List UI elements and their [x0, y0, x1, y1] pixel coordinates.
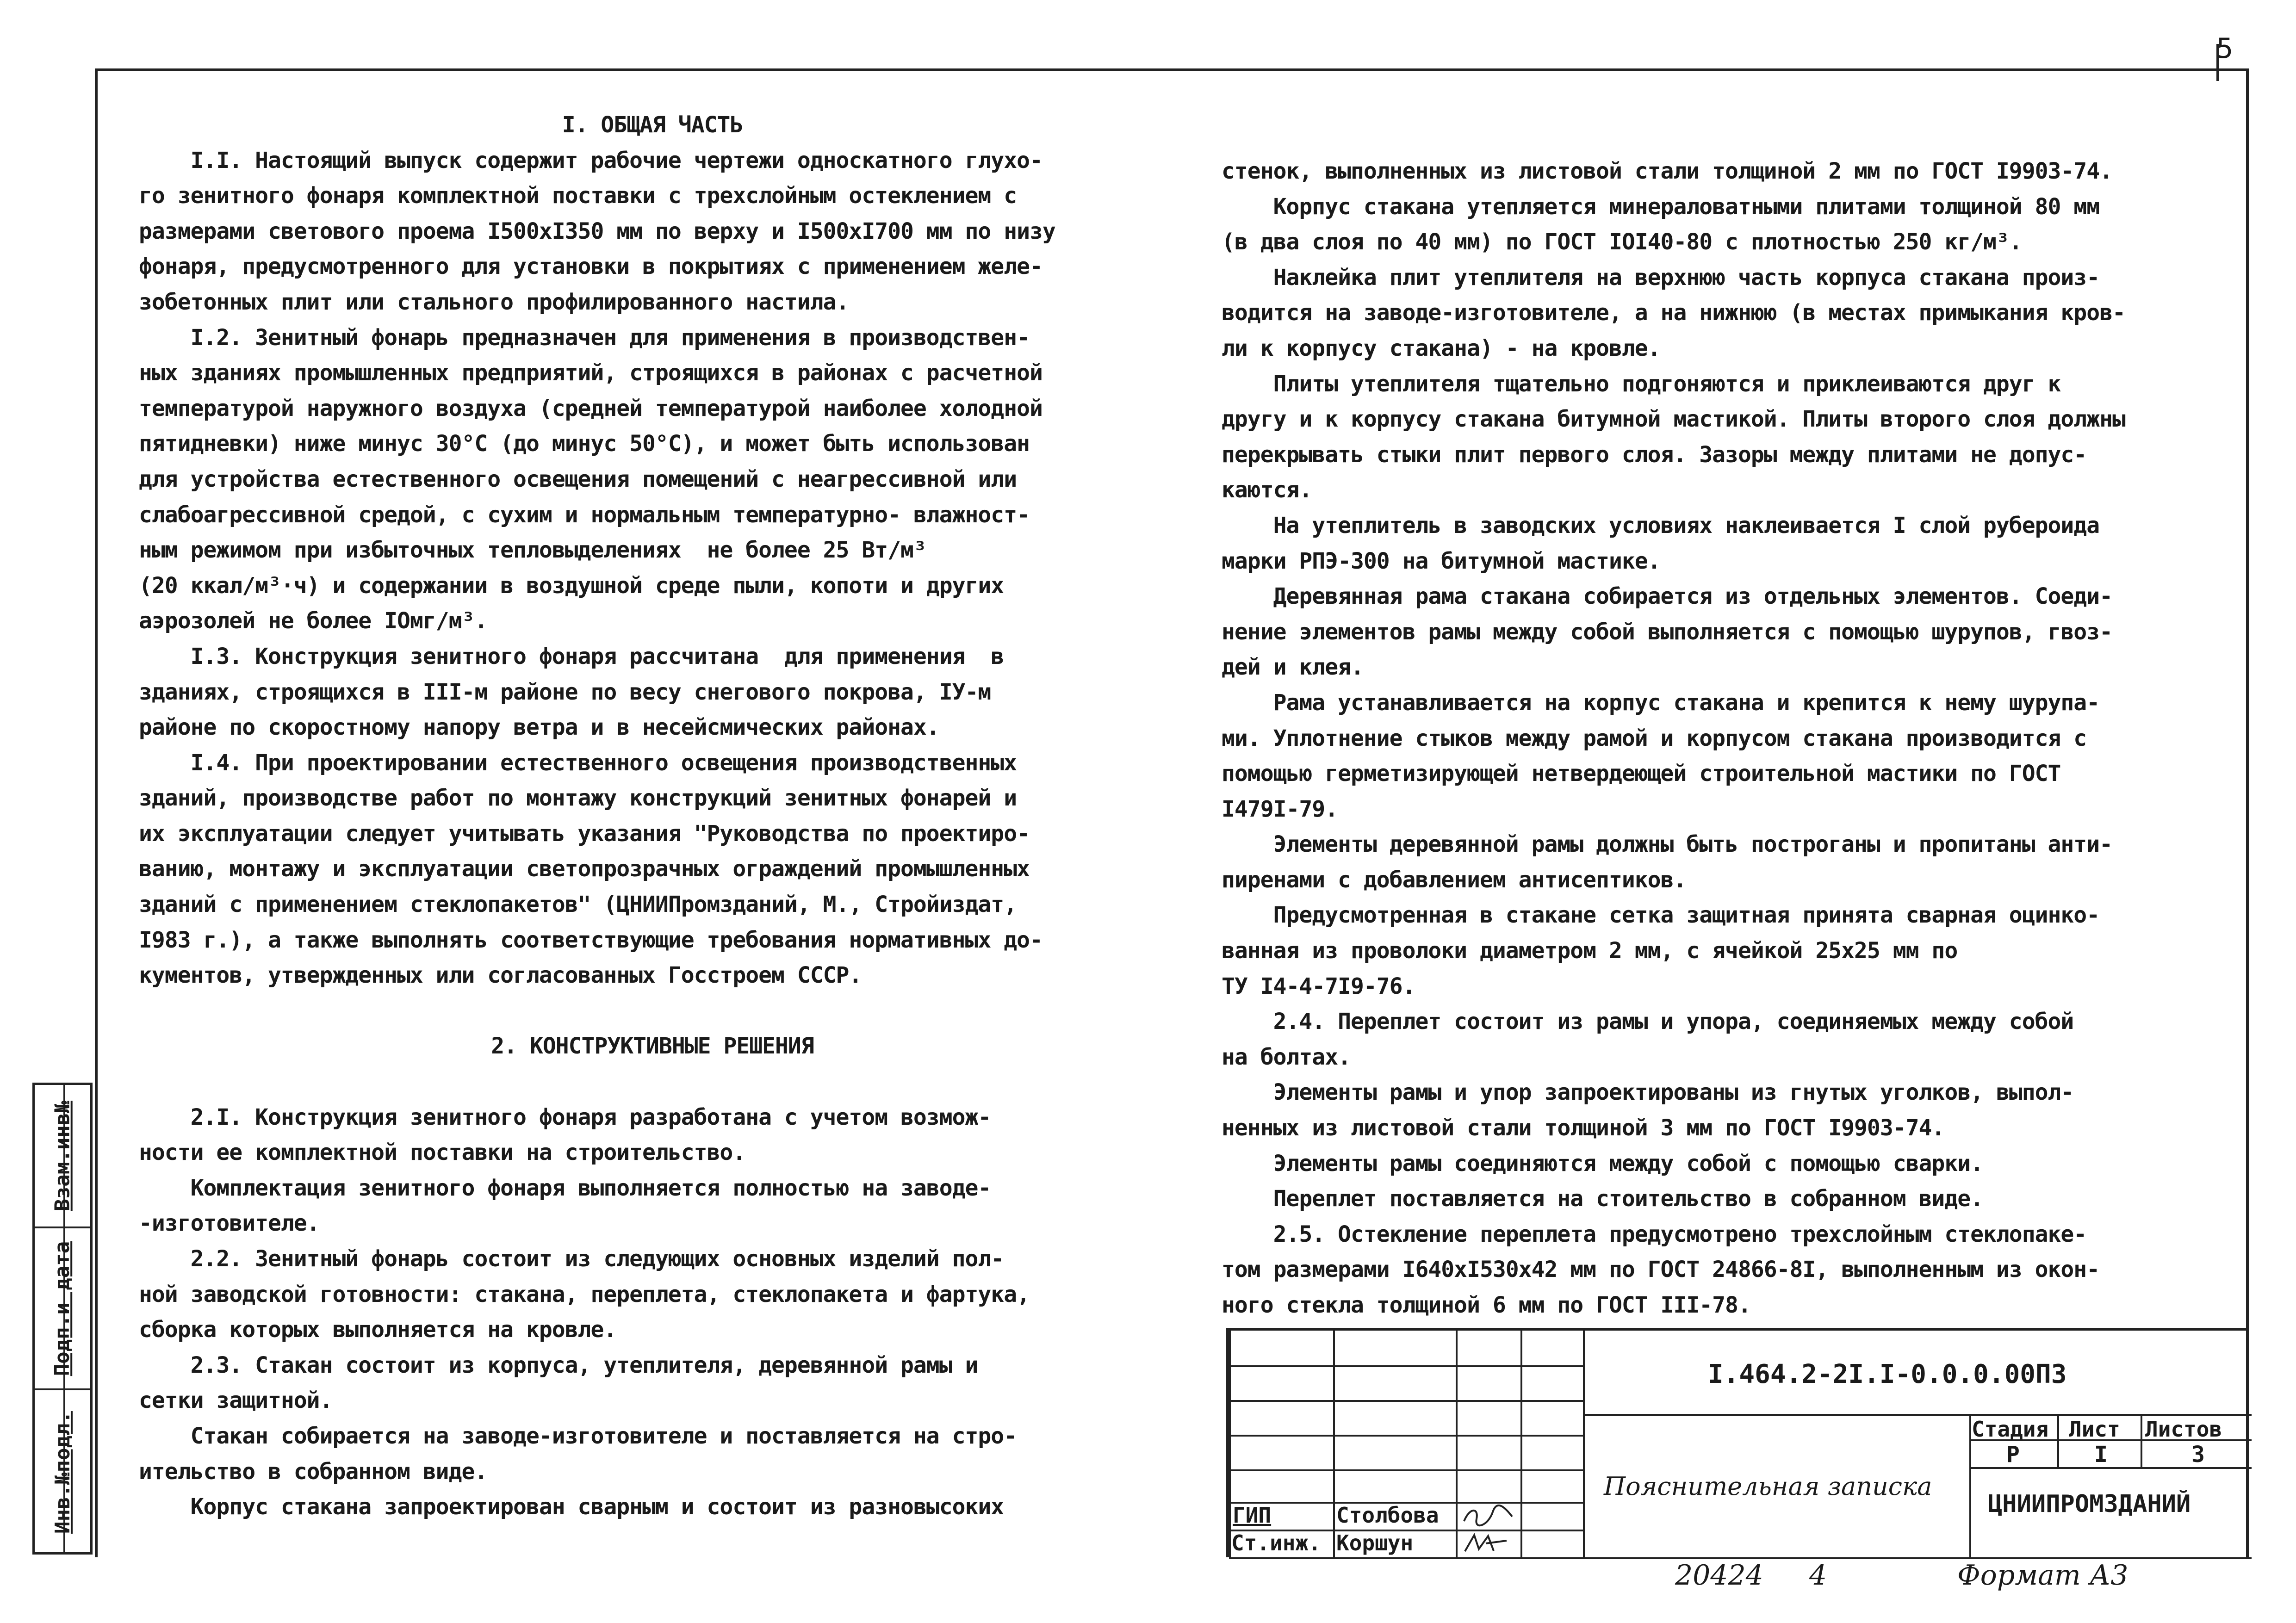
sheet-value: I [2094, 1442, 2108, 1468]
text-line: том размерами I640xI530x42 мм по ГОСТ 24866-8I, выполненным из окон- [1222, 1257, 2100, 1283]
text-line: Стакан собирается на заводе-изготовителе и поставляется на стро- [139, 1423, 1017, 1449]
text-line: Элементы деревянной рамы должны быть построганы и пропитаны анти- [1222, 831, 2112, 858]
bottom-number: 20424 [1675, 1559, 1763, 1592]
text-line: 2.4. Переплет состоит из рамы и упора, соединяемых между собой [1222, 1009, 2074, 1035]
text-line: (20 ккал/м³·ч) и содержании в воздушной среде пыли, копоти и других [139, 572, 1004, 599]
text-line: Корпус стакана запроектирован сварным и состоит из разновысоких [139, 1494, 1004, 1520]
left-text-column [139, 107, 1166, 1525]
sheets-label: Листов [2145, 1417, 2222, 1442]
text-line: 2.3. Стакан состоит из корпуса, утеплителя, деревянной рамы и [139, 1352, 978, 1378]
text-line: Корпус стакана утепляется минераловатными плитами толщиной 80 мм [1222, 193, 2100, 220]
document-name: Пояснительная записка [1604, 1472, 1932, 1501]
text-line: I.3. Конструкция зенитного фонаря рассчитана для применения в [139, 643, 1004, 669]
signature-2 [1460, 1530, 1516, 1557]
name-senior-engineer: Коршун [1336, 1530, 1414, 1555]
role-gip: ГИП [1233, 1503, 1272, 1528]
text-line: I.4. При проектировании естественного освещения производственных [139, 750, 1017, 776]
spacer [139, 993, 1166, 1029]
text-line: ности ее комплектной поставки на строительство. [139, 1140, 746, 1166]
text-line: 2.5. Остекление переплета предусмотрено трехслойным стеклопаке- [1222, 1221, 2087, 1247]
text-line: районе по скоростному напору ветра и в несейсмических районах. [139, 714, 939, 741]
name-gip: Столбова [1336, 1503, 1439, 1528]
text-line: ительство в собранном виде. [139, 1458, 488, 1485]
section-heading: 2. КОНСТРУКТИВНЫЕ РЕШЕНИЯ [491, 1033, 814, 1059]
text-line: зобетонных плит или стального профилированного настила. [139, 289, 849, 315]
text-line: ной заводской готовности: стакана, переплета, стеклопакета и фартука, [139, 1281, 1030, 1307]
text-line: водится на заводе-изготовителе, а на нижнюю (в местах примыкания кров- [1222, 300, 2125, 326]
text-line: марки РПЭ-300 на битумной мастике. [1222, 548, 1661, 574]
text-line: перекрывать стыки плит первого слоя. Зазоры между плитами не допус- [1222, 441, 2087, 468]
stamp-original-field [35, 1390, 90, 1555]
text-line: ми. Уплотнение стыков между рамой и корпусом стакана производится с [1222, 725, 2087, 751]
role-senior-engineer: Ст.инж. [1231, 1530, 1321, 1555]
text-line: нение элементов рамы между собой выполняется с помощью шурупов, гвоз- [1222, 619, 2112, 645]
text-line: каются. [1222, 477, 1312, 503]
text-line: Переплет поставляется на стоительство в собранном виде. [1222, 1186, 1984, 1212]
text-line: слабоагрессивной средой, с сухим и нормальным температурно- влажност- [139, 502, 1030, 528]
text-line: ного стекла толщиной 6 мм по ГОСТ III-78. [1222, 1292, 1751, 1318]
text-line: Элементы рамы соединяются между собой с помощью сварки. [1222, 1150, 1984, 1177]
text-line: на болтах. [1222, 1044, 1351, 1070]
left-stamp [32, 1083, 93, 1555]
text-line: для устройства естественного освещения помещений с неагрессивной или [139, 466, 1017, 492]
text-line: I.2. Зенитный фонарь предназначен для применения в производствен- [139, 324, 1030, 351]
bottom-letter: 4 [1809, 1559, 1827, 1592]
stamp-signature-field [35, 1228, 90, 1390]
text-line: сборка которых выполняется на кровле. [139, 1317, 617, 1343]
text-line: Наклейка плит утеплителя на верхнюю часть корпуса стакана произ- [1222, 264, 2100, 291]
text-line: стенок, выполненных из листовой стали толщиной 2 мм по ГОСТ I9903-74. [1222, 158, 2112, 184]
text-line: сетки защитной. [139, 1388, 333, 1414]
text-line: ным режимом при избыточных тепловыделениях не более 25 Вт/м³ [139, 537, 926, 564]
sheets-value: 3 [2191, 1442, 2205, 1468]
text-line: температурой наружного воздуха (средней температурой наиболее холодной [139, 395, 1043, 421]
section-heading: I. ОБЩАЯ ЧАСТЬ [562, 112, 743, 138]
text-line: I983 г.), а также выполнять соответствующие требования нормативных до- [139, 927, 1043, 953]
text-line: Рама устанавливается на корпус стакана и крепится к нему шурупа- [1222, 689, 2100, 716]
text-line: ванию, монтажу и эксплуатации светопрозрачных ограждений промышленных [139, 856, 1030, 882]
text-line: ных зданиях промышленных предприятий, строящихся в районах с расчетной [139, 360, 1043, 386]
text-line: пиренами с добавлением антисептиков. [1222, 867, 1687, 893]
text-line: Деревянная рама стакана собирается из отдельных элементов. Соеди- [1222, 583, 2112, 610]
text-line: аэрозолей не более IОмг/м³. [139, 608, 488, 634]
stage-label: Стадия [1972, 1417, 2049, 1442]
text-line: ТУ I4-4-7I9-76. [1222, 973, 1415, 999]
text-line: (в два слоя по 40 мм) по ГОСТ IОI40-80 с плотностью 250 кг/м³. [1222, 229, 2022, 255]
text-line: ванная из проволоки диаметром 2 мм, с ячейкой 25x25 мм по [1222, 938, 1958, 964]
signature-1 [1460, 1503, 1516, 1530]
text-line: На утеплитель в заводских условиях наклеивается I слой рубероида [1222, 512, 2100, 539]
text-line: ненных из листовой стали толщиной 3 мм по ГОСТ I9903-74. [1222, 1115, 1945, 1141]
text-line: фонаря, предусмотренного для установки в покрытиях с применением желе- [139, 254, 1043, 280]
spacer [139, 1064, 1166, 1100]
text-line: Элементы рамы и упор запроектированы из гнутых уголков, выпол- [1222, 1079, 2074, 1106]
text-line: зданиях, строящихся в III-м районе по весу снегового покрова, IУ-м [139, 679, 991, 705]
text-line: размерами светового проема I500xI350 мм по верху и I500xI700 мм по низу [139, 218, 1055, 244]
stamp-original-label: Инв.№подл. [50, 1411, 74, 1534]
text-line: I.I. Настоящий выпуск содержит рабочие чертежи односкатного глухо- [139, 147, 1043, 173]
document-code: I.464.2-2I.I-0.0.0.00ПЗ [1708, 1359, 2067, 1389]
page-marker: 5 [2216, 32, 2234, 65]
text-line: Предусмотренная в стакане сетка защитная принята сварная оцинко- [1222, 902, 2100, 929]
text-line: Плиты утеплителя тщательно подгоняются и приклеиваются друг к [1222, 371, 2061, 397]
stamp-replacement-label: Взам.инв№ [50, 1100, 74, 1211]
title-block [1226, 1328, 2249, 1557]
text-line: зданий, производстве работ по монтажу конструкций зенитных фонарей и [139, 785, 1017, 812]
sheet-label: Лист [2069, 1417, 2120, 1442]
format-note: Формат А3 [1957, 1559, 2128, 1592]
text-line: дей и клея. [1222, 654, 1364, 681]
text-line: ли к корпусу стакана) - на кровле. [1222, 335, 1661, 361]
text-line: их эксплуатации следует учитывать указания "Руководства по проектиро- [139, 820, 1030, 847]
text-line: го зенитного фонаря комплектной поставки с трехслойным остеклением с [139, 183, 1017, 209]
stage-value: Р [2006, 1442, 2020, 1468]
text-line: пятидневки) ниже минус 30°C (до минус 50°C), и может быть использован [139, 431, 1030, 457]
text-line: -изготовителе. [139, 1210, 320, 1237]
right-text-column [1222, 154, 2226, 1323]
text-line: I479I-79. [1222, 796, 1338, 822]
text-line: Комплектация зенитного фонаря выполняется полностью на заводе- [139, 1175, 991, 1201]
stamp-signature-label: Подп.и дата [50, 1241, 74, 1376]
organization: ЦНИИПРОМЗДАНИЙ [1988, 1490, 2191, 1518]
text-line: другу и к корпусу стакана битумной мастикой. Плиты второго слоя должны [1222, 406, 2125, 433]
text-line: кументов, утвержденных или согласованных Госстроем СССР. [139, 962, 862, 989]
text-line: 2.2. Зенитный фонарь состоит из следующих основных изделий пол- [139, 1246, 1004, 1272]
text-line: помощью герметизирующей нетвердеющей строительной мастики по ГОСТ [1222, 761, 2061, 787]
stamp-replacement-field [35, 1085, 90, 1228]
text-line: зданий с применением стеклопакетов" (ЦНИИПромзданий, М., Стройиздат, [139, 892, 1017, 918]
text-line: 2.I. Конструкция зенитного фонаря разработана с учетом возмож- [139, 1104, 991, 1130]
